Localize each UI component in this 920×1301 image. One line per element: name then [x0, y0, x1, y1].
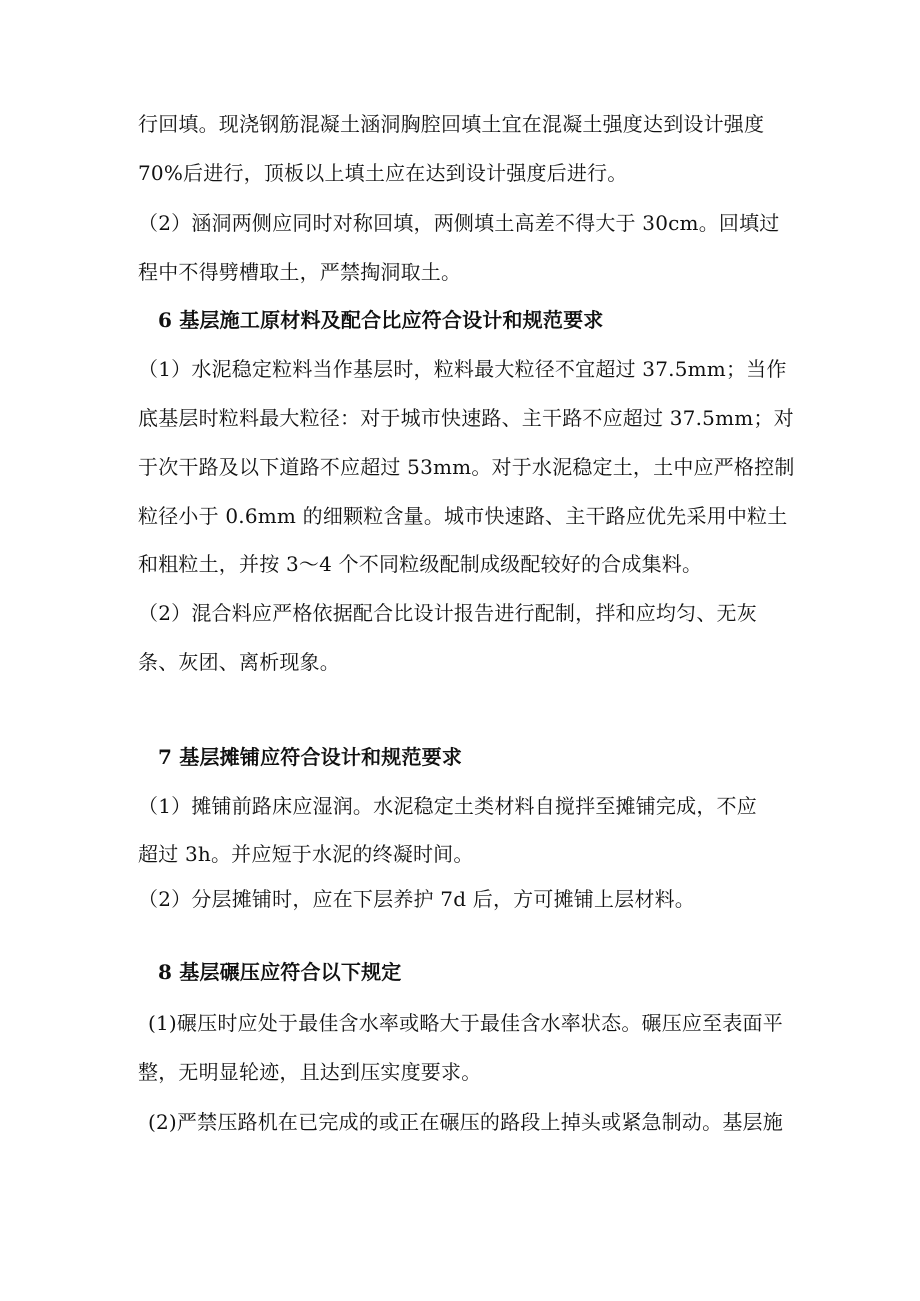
section-heading-6: 6 基层施工原材料及配合比应符合设计和规范要求 [158, 308, 604, 332]
body-text-line: (2)严禁压路机在已完成的或正在碾压的路段上掉头或紧急制动。基层施 [148, 1110, 783, 1134]
body-text-line: （2）涵洞两侧应同时对称回填，两侧填土高差不得大于 30cm。回填过 [138, 211, 780, 235]
section-heading-8: 8 基层碾压应符合以下规定 [158, 960, 402, 984]
body-text-line: （2）分层摊铺时，应在下层养护 7d 后，方可摊铺上层材料。 [138, 887, 695, 911]
section-heading-7: 7 基层摊铺应符合设计和规范要求 [158, 745, 463, 769]
body-text-line: 超过 3h。并应短于水泥的终凝时间。 [138, 842, 474, 866]
body-text-line: 和粗粒土，并按 3～4 个不同粒级配制成级配较好的合成集料。 [138, 552, 703, 576]
body-text-line: 底基层时粒料最大粒径：对于城市快速路、主干路不应超过 37.5mm；对 [138, 406, 794, 430]
body-text-line: 整，无明显轮迹，且达到压实度要求。 [138, 1060, 482, 1084]
body-text-line: （1）摊铺前路床应湿润。水泥稳定土类材料自搅拌至摊铺完成，不应 [138, 794, 757, 818]
body-text-line: （2）混合料应严格依据配合比设计报告进行配制，拌和应均匀、无灰 [138, 601, 757, 625]
body-text-line: （1）水泥稳定粒料当作基层时，粒料最大粒径不宜超过 37.5mm；当作 [138, 357, 787, 381]
body-text-line: 行回填。现浇钢筋混凝土涵洞胸腔回填土宜在混凝土强度达到设计强度 [138, 112, 765, 136]
body-text-line: 程中不得劈槽取土，严禁掏洞取土。 [138, 260, 462, 284]
body-text-line: 条、灰团、离析现象。 [138, 650, 340, 674]
body-text-line: 粒径小于 0.6mm 的细颗粒含量。城市快速路、主干路应优先采用中粒土 [138, 504, 788, 528]
body-text-line: 于次干路及以下道路不应超过 53mm。对于水泥稳定土，土中应严格控制 [138, 455, 795, 479]
body-text-line: 70%后进行，顶板以上填土应在达到设计强度后进行。 [138, 161, 628, 185]
body-text-line: (1)碾压时应处于最佳含水率或略大于最佳含水率状态。碾压应至表面平 [148, 1011, 783, 1035]
